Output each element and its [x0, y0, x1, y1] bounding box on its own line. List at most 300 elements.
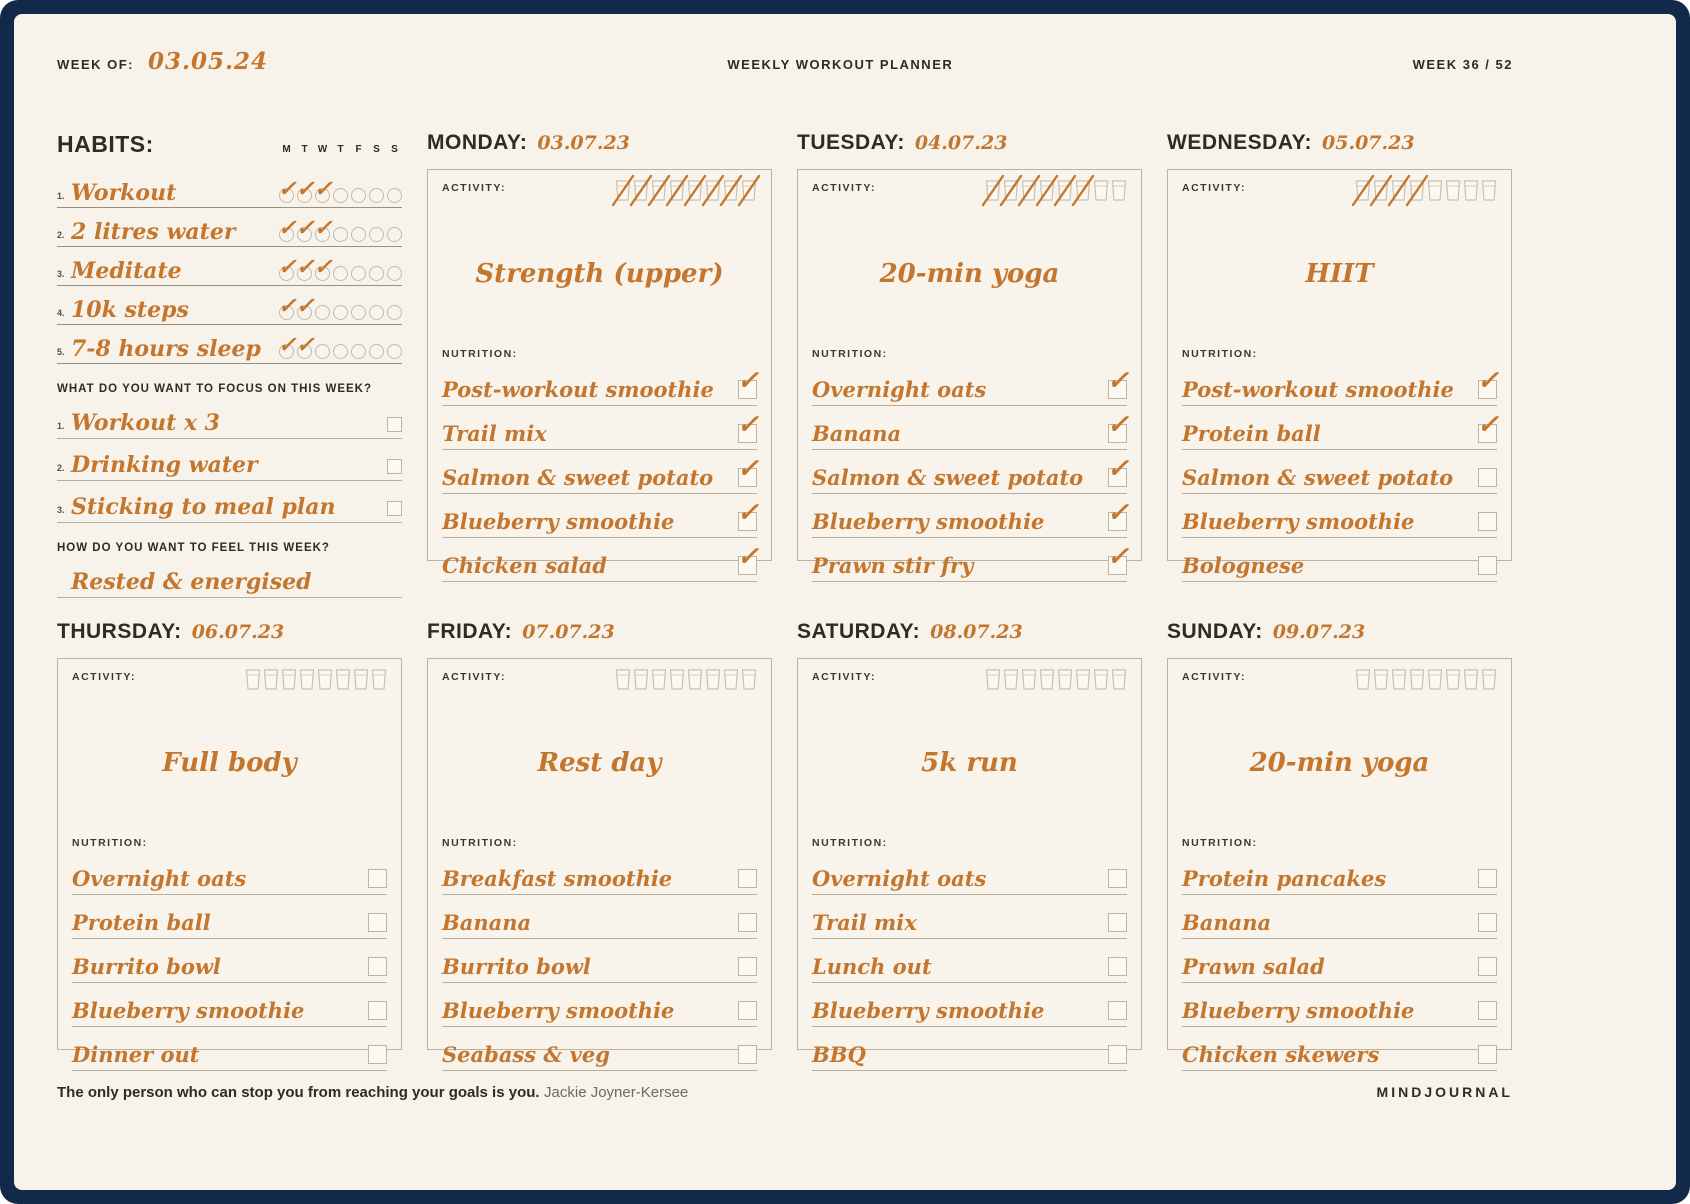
footer-author: Jackie Joyner-Kersee — [544, 1084, 689, 1101]
nutrition-row — [72, 939, 387, 983]
habit-label[interactable]: Workout — [71, 180, 177, 206]
activity-zone — [72, 697, 387, 829]
day-letter: T — [337, 144, 344, 155]
habit-day-circle[interactable] — [351, 344, 366, 359]
nutrition-checkbox[interactable] — [1478, 512, 1497, 531]
check-icon: ✓ — [296, 293, 315, 319]
water-glass-icon[interactable] — [651, 669, 667, 690]
water-glass-icon[interactable] — [1445, 669, 1461, 690]
activity-header — [812, 671, 1127, 697]
nutrition-row — [1182, 406, 1497, 450]
nutrition-checkbox[interactable] — [738, 869, 757, 888]
water-glass-icon[interactable] — [741, 180, 757, 201]
day-date[interactable]: 08.07.23 — [930, 621, 1023, 643]
activity-entry[interactable]: 20-min yoga — [1249, 748, 1430, 778]
water-glass-icon[interactable] — [669, 180, 685, 201]
habit-day-circle[interactable] — [369, 227, 384, 242]
nutrition-label: NUTRITION: — [1182, 348, 1258, 360]
habit-day-circle[interactable] — [278, 293, 297, 320]
nutrition-list — [72, 851, 387, 1071]
nutrition-entry[interactable]: Dinner out — [72, 1042, 200, 1067]
focus-number: 2. — [57, 463, 65, 473]
day-card — [57, 658, 402, 1067]
activity-zone — [1182, 697, 1497, 829]
water-tracker — [1355, 180, 1497, 201]
water-glass-icon[interactable] — [615, 180, 631, 201]
nutrition-label: NUTRITION: — [812, 837, 888, 849]
nutrition-row — [72, 895, 387, 939]
habit-day-circle[interactable] — [296, 176, 315, 203]
water-glass-icon[interactable] — [1111, 669, 1127, 690]
day-name: SUNDAY: — [1167, 620, 1263, 643]
nutrition-entry[interactable]: Chicken salad — [442, 553, 607, 578]
nutrition-checkbox[interactable] — [1478, 869, 1497, 888]
feel-heading: HOW DO YOU WANT TO FEEL THIS WEEK? — [57, 542, 330, 554]
habit-day-circle[interactable] — [278, 254, 297, 281]
water-glass-icon[interactable] — [1111, 180, 1127, 201]
day-date[interactable]: 05.07.23 — [1322, 132, 1415, 154]
check-icon: ✓ — [314, 215, 333, 241]
check-icon: ✓ — [1477, 410, 1499, 440]
nutrition-entry[interactable]: Protein ball — [72, 910, 211, 935]
check-icon: ✓ — [1107, 542, 1129, 572]
water-glass-icon[interactable] — [1373, 669, 1389, 690]
planner-grid — [57, 131, 1513, 1067]
nutrition-entry[interactable]: Blueberry smoothie — [72, 998, 305, 1023]
water-glass-icon[interactable] — [687, 180, 703, 201]
nutrition-entry[interactable]: Overnight oats — [812, 377, 987, 402]
page-title: WEEKLY WORKOUT PLANNER — [727, 57, 954, 72]
water-glass-icon[interactable] — [1409, 180, 1425, 201]
nutrition-checkbox[interactable] — [1478, 556, 1497, 575]
water-glass-icon[interactable] — [1057, 180, 1073, 201]
activity-entry[interactable]: HIIT — [1305, 259, 1374, 289]
focus-list — [57, 397, 402, 523]
habit-day-circle[interactable] — [333, 188, 348, 203]
nutrition-list — [1182, 851, 1497, 1071]
nutrition-entry[interactable]: Blueberry smoothie — [1182, 509, 1415, 534]
nutrition-checkbox[interactable] — [368, 913, 387, 932]
habit-day-circle[interactable] — [314, 215, 333, 242]
habit-label[interactable]: Meditate — [71, 258, 182, 284]
nutrition-entry[interactable]: Overnight oats — [72, 866, 247, 891]
water-glass-icon[interactable] — [1021, 669, 1037, 690]
habit-day-circle[interactable] — [369, 305, 384, 320]
water-glass-icon[interactable] — [723, 669, 739, 690]
nutrition-entry[interactable]: Chicken skewers — [1182, 1042, 1380, 1067]
water-glass-icon[interactable] — [335, 669, 351, 690]
water-glass-icon[interactable] — [1021, 180, 1037, 201]
week-of-label: WEEK OF: — [57, 57, 134, 72]
habit-day-circle[interactable] — [387, 188, 402, 203]
nutrition-entry[interactable]: Blueberry smoothie — [442, 509, 675, 534]
check-icon: ✓ — [1107, 410, 1129, 440]
habit-day-circle[interactable] — [387, 344, 402, 359]
nutrition-row — [812, 895, 1127, 939]
nutrition-entry[interactable]: BBQ — [812, 1042, 866, 1067]
nutrition-entry[interactable]: Protein pancakes — [1182, 866, 1387, 891]
water-glass-icon[interactable] — [263, 669, 279, 690]
nutrition-list — [442, 851, 757, 1071]
habit-day-circle[interactable] — [296, 254, 315, 281]
habit-day-circle[interactable] — [333, 344, 348, 359]
activity-entry[interactable]: Rest day — [537, 748, 662, 778]
day-cell — [427, 620, 772, 1067]
nutrition-checkbox[interactable] — [737, 542, 759, 575]
day-letter: S — [373, 144, 380, 155]
nutrition-row — [812, 983, 1127, 1027]
day-cell — [797, 620, 1142, 1067]
habit-circle-row — [278, 176, 402, 203]
water-glass-icon[interactable] — [371, 669, 387, 690]
day-card — [1167, 658, 1512, 1067]
nutrition-label: NUTRITION: — [442, 837, 518, 849]
water-glass-icon[interactable] — [1093, 180, 1109, 201]
water-glass-icon[interactable] — [687, 669, 703, 690]
day-header — [1167, 620, 1512, 650]
day-cell — [797, 131, 1142, 598]
habit-day-circle[interactable] — [351, 266, 366, 281]
nutrition-checkbox[interactable] — [737, 498, 759, 531]
water-glass-icon[interactable] — [1481, 180, 1497, 201]
water-glass-icon[interactable] — [1003, 669, 1019, 690]
activity-entry[interactable]: Strength (upper) — [475, 259, 724, 289]
brand-logo: MINDJOURNAL — [1376, 1084, 1513, 1100]
focus-entry[interactable]: Workout x 3 — [71, 410, 220, 436]
habits-section — [57, 131, 402, 598]
water-glass-icon[interactable] — [633, 669, 649, 690]
day-letter: S — [391, 144, 398, 155]
nutrition-entry[interactable]: Breakfast smoothie — [442, 866, 673, 891]
water-glass-icon[interactable] — [633, 180, 649, 201]
nutrition-entry[interactable]: Lunch out — [812, 954, 932, 979]
nutrition-checkbox[interactable] — [737, 366, 759, 399]
activity-zone — [1182, 208, 1497, 340]
nutrition-checkbox[interactable] — [1477, 410, 1499, 443]
check-icon: ✓ — [1107, 454, 1129, 484]
habit-day-circle[interactable] — [315, 305, 330, 320]
nutrition-checkbox[interactable] — [1108, 869, 1127, 888]
activity-entry[interactable]: 20-min yoga — [879, 259, 1060, 289]
water-glass-icon[interactable] — [1093, 669, 1109, 690]
nutrition-entry[interactable]: Salmon & sweet potato — [812, 465, 1084, 490]
nutrition-checkbox[interactable] — [1478, 1045, 1497, 1064]
nutrition-row — [812, 538, 1127, 582]
habit-circle-row — [278, 254, 402, 281]
water-glass-icon[interactable] — [669, 669, 685, 690]
day-name: THURSDAY: — [57, 620, 182, 643]
nutrition-checkbox[interactable] — [1107, 542, 1129, 575]
water-glass-icon[interactable] — [705, 180, 721, 201]
day-cell — [427, 131, 772, 598]
nutrition-entry[interactable]: Protein ball — [1182, 421, 1321, 446]
day-name: WEDNESDAY: — [1167, 131, 1313, 154]
nutrition-checkbox[interactable] — [737, 454, 759, 487]
nutrition-entry[interactable]: Prawn stir fry — [812, 553, 974, 578]
water-glass-icon[interactable] — [1391, 669, 1407, 690]
day-letter: F — [355, 144, 362, 155]
water-glass-icon[interactable] — [1355, 669, 1371, 690]
activity-zone — [442, 208, 757, 340]
water-glass-icon[interactable] — [1445, 180, 1461, 201]
water-glass-icon[interactable] — [353, 669, 369, 690]
activity-label: ACTIVITY: — [442, 671, 507, 683]
habit-day-circle[interactable] — [333, 305, 348, 320]
check-icon: ✓ — [296, 254, 315, 280]
habit-day-circle[interactable] — [278, 215, 297, 242]
habit-label[interactable]: 2 litres water — [71, 219, 236, 245]
water-glass-icon[interactable] — [651, 180, 667, 201]
nutrition-checkbox[interactable] — [1107, 498, 1129, 531]
nutrition-row — [1182, 939, 1497, 983]
day-date[interactable]: 07.07.23 — [522, 621, 615, 643]
water-glass-icon[interactable] — [1355, 180, 1371, 201]
activity-entry[interactable]: Full body — [162, 748, 297, 778]
focus-row — [57, 397, 402, 439]
nutrition-checkbox[interactable] — [738, 957, 757, 976]
habit-day-circle[interactable] — [296, 293, 315, 320]
water-glass-icon[interactable] — [299, 669, 315, 690]
nutrition-label: NUTRITION: — [72, 837, 148, 849]
nutrition-row — [442, 362, 757, 406]
habit-circle-row — [278, 215, 402, 242]
habit-day-circle[interactable] — [351, 188, 366, 203]
nutrition-entry[interactable]: Banana — [442, 910, 532, 935]
habit-day-circle[interactable] — [314, 176, 333, 203]
water-glass-icon[interactable] — [1409, 669, 1425, 690]
focus-checkbox[interactable] — [387, 501, 402, 516]
habit-row — [57, 325, 402, 364]
nutrition-entry[interactable]: Blueberry smoothie — [812, 509, 1045, 534]
water-glass-icon[interactable] — [1481, 669, 1497, 690]
habit-day-circle[interactable] — [387, 266, 402, 281]
focus-entry[interactable]: Sticking to meal plan — [71, 494, 336, 520]
nutrition-row — [442, 538, 757, 582]
water-glass-icon[interactable] — [985, 180, 1001, 201]
water-glass-icon[interactable] — [1075, 180, 1091, 201]
planner-content — [57, 48, 1513, 1102]
water-tracker — [245, 669, 387, 690]
activity-label: ACTIVITY: — [1182, 182, 1247, 194]
habit-day-circle[interactable] — [315, 344, 330, 359]
day-card — [427, 658, 772, 1067]
habit-day-circle[interactable] — [369, 344, 384, 359]
day-name: FRIDAY: — [427, 620, 513, 643]
nutrition-entry[interactable]: Trail mix — [812, 910, 917, 935]
day-letter: W — [317, 144, 328, 155]
nutrition-checkbox[interactable] — [1478, 957, 1497, 976]
activity-header — [442, 182, 757, 208]
focus-entry[interactable]: Drinking water — [71, 452, 258, 478]
activity-entry[interactable]: 5k run — [921, 748, 1018, 778]
nutrition-entry[interactable]: Seabass & veg — [442, 1042, 610, 1067]
day-card — [797, 658, 1142, 1067]
water-glass-icon[interactable] — [1057, 669, 1073, 690]
nutrition-checkbox[interactable] — [368, 1045, 387, 1064]
day-date[interactable]: 03.07.23 — [537, 132, 630, 154]
focus-row — [57, 481, 402, 523]
habit-day-circle[interactable] — [278, 332, 297, 359]
nutrition-checkbox[interactable] — [738, 1001, 757, 1020]
water-glass-icon[interactable] — [1463, 669, 1479, 690]
habit-number: 5. — [57, 347, 65, 357]
habit-day-circle[interactable] — [387, 305, 402, 320]
nutrition-checkbox[interactable] — [1108, 1045, 1127, 1064]
nutrition-row — [1182, 494, 1497, 538]
habit-day-letters — [279, 144, 402, 155]
nutrition-checkbox[interactable] — [1108, 913, 1127, 932]
water-glass-icon[interactable] — [615, 669, 631, 690]
nutrition-checkbox[interactable] — [1108, 1001, 1127, 1020]
water-glass-icon[interactable] — [1003, 180, 1019, 201]
nutrition-list — [812, 851, 1127, 1071]
nutrition-checkbox[interactable] — [737, 410, 759, 443]
water-glass-icon[interactable] — [1373, 180, 1389, 201]
nutrition-entry[interactable]: Post-workout smoothie — [442, 377, 714, 402]
activity-label: ACTIVITY: — [442, 182, 507, 194]
habit-day-circle[interactable] — [369, 188, 384, 203]
nutrition-checkbox[interactable] — [1478, 913, 1497, 932]
day-cell — [57, 620, 402, 1067]
habit-row — [57, 208, 402, 247]
nutrition-row — [72, 1027, 387, 1071]
planner-sheet — [14, 14, 1676, 1190]
nutrition-row — [442, 939, 757, 983]
day-date[interactable]: 04.07.23 — [914, 132, 1008, 154]
activity-label: ACTIVITY: — [812, 671, 877, 683]
nutrition-row — [442, 895, 757, 939]
check-icon: ✓ — [296, 215, 315, 241]
nutrition-checkbox[interactable] — [368, 957, 387, 976]
nutrition-checkbox[interactable] — [1107, 410, 1129, 443]
water-glass-icon[interactable] — [1463, 180, 1479, 201]
water-glass-icon[interactable] — [741, 669, 757, 690]
nutrition-checkbox[interactable] — [1478, 1001, 1497, 1020]
activity-label: ACTIVITY: — [812, 182, 877, 194]
nutrition-label: NUTRITION: — [812, 348, 888, 360]
water-glass-icon[interactable] — [1039, 669, 1055, 690]
nutrition-checkbox[interactable] — [1477, 366, 1499, 399]
nutrition-row — [72, 983, 387, 1027]
nutrition-checkbox[interactable] — [1478, 468, 1497, 487]
day-date[interactable]: 06.07.23 — [191, 621, 285, 643]
day-letter: T — [301, 144, 308, 155]
nutrition-entry[interactable]: Salmon & sweet potato — [442, 465, 714, 490]
day-date[interactable]: 09.07.23 — [1272, 621, 1366, 643]
day-header — [427, 620, 772, 650]
habit-day-circle[interactable] — [333, 227, 348, 242]
nutrition-row — [812, 362, 1127, 406]
day-header — [797, 620, 1142, 650]
activity-header — [812, 182, 1127, 208]
feel-row — [57, 556, 402, 598]
check-icon: ✓ — [737, 410, 759, 440]
nutrition-row — [812, 406, 1127, 450]
nutrition-checkbox[interactable] — [738, 1045, 757, 1064]
check-icon: ✓ — [278, 332, 297, 358]
habit-day-circle[interactable] — [351, 305, 366, 320]
habit-day-circle[interactable] — [333, 266, 348, 281]
water-glass-icon[interactable] — [705, 669, 721, 690]
nutrition-checkbox[interactable] — [1108, 957, 1127, 976]
nutrition-entry[interactable]: Blueberry smoothie — [812, 998, 1045, 1023]
activity-label: ACTIVITY: — [72, 671, 137, 683]
nutrition-checkbox[interactable] — [1107, 366, 1129, 399]
water-tracker — [615, 669, 757, 690]
feel-entry[interactable]: Rested & energised — [71, 569, 312, 595]
focus-number: 3. — [57, 505, 65, 515]
check-icon: ✓ — [737, 498, 759, 528]
water-glass-icon[interactable] — [317, 669, 333, 690]
water-glass-icon[interactable] — [723, 180, 739, 201]
habit-label[interactable]: 10k steps — [71, 297, 189, 323]
week-of-value[interactable]: 03.05.24 — [148, 48, 269, 75]
focus-checkbox[interactable] — [387, 417, 402, 432]
nutrition-checkbox[interactable] — [368, 869, 387, 888]
check-icon: ✓ — [737, 366, 759, 396]
nutrition-row — [812, 494, 1127, 538]
check-icon: ✓ — [296, 176, 315, 202]
check-icon: ✓ — [314, 254, 333, 280]
habit-list — [57, 169, 402, 364]
nutrition-entry[interactable]: Blueberry smoothie — [1182, 998, 1415, 1023]
nutrition-checkbox[interactable] — [368, 1001, 387, 1020]
nutrition-entry[interactable]: Salmon & sweet potato — [1182, 465, 1454, 490]
habit-day-circle[interactable] — [278, 176, 297, 203]
water-glass-icon[interactable] — [985, 669, 1001, 690]
nutrition-entry[interactable]: Banana — [812, 421, 902, 446]
check-icon: ✓ — [314, 176, 333, 202]
nutrition-entry[interactable]: Burrito bowl — [72, 954, 221, 979]
footer-quote-wrap — [57, 1084, 688, 1102]
focus-checkbox[interactable] — [387, 459, 402, 474]
habit-day-circle[interactable] — [296, 332, 315, 359]
nutrition-entry[interactable]: Banana — [1182, 910, 1272, 935]
nutrition-entry[interactable]: Overnight oats — [812, 866, 987, 891]
nutrition-row — [1182, 851, 1497, 895]
nutrition-entry[interactable]: Bolognese — [1182, 553, 1305, 578]
check-icon: ✓ — [737, 454, 759, 484]
habit-day-circle[interactable] — [387, 227, 402, 242]
nutrition-entry[interactable]: Burrito bowl — [442, 954, 591, 979]
focus-row — [57, 439, 402, 481]
nutrition-entry[interactable]: Blueberry smoothie — [442, 998, 675, 1023]
habit-day-circle[interactable] — [296, 215, 315, 242]
water-glass-icon[interactable] — [1427, 669, 1443, 690]
habit-label[interactable]: 7-8 hours sleep — [71, 336, 261, 362]
habit-day-circle[interactable] — [351, 227, 366, 242]
water-glass-icon[interactable] — [245, 669, 261, 690]
nutrition-label: NUTRITION: — [442, 348, 518, 360]
check-icon: ✓ — [1477, 366, 1499, 396]
habit-day-circle[interactable] — [314, 254, 333, 281]
nutrition-entry[interactable]: Trail mix — [442, 421, 547, 446]
activity-header — [72, 671, 387, 697]
activity-zone — [812, 208, 1127, 340]
nutrition-entry[interactable]: Post-workout smoothie — [1182, 377, 1454, 402]
water-glass-icon[interactable] — [281, 669, 297, 690]
nutrition-entry[interactable]: Prawn salad — [1182, 954, 1325, 979]
habit-circle-row — [278, 332, 402, 359]
water-glass-icon[interactable] — [1391, 180, 1407, 201]
water-glass-icon[interactable] — [1427, 180, 1443, 201]
nutrition-checkbox[interactable] — [738, 913, 757, 932]
nutrition-row — [812, 939, 1127, 983]
nutrition-checkbox[interactable] — [1107, 454, 1129, 487]
water-glass-icon[interactable] — [1039, 180, 1055, 201]
habit-day-circle[interactable] — [369, 266, 384, 281]
water-glass-icon[interactable] — [1075, 669, 1091, 690]
